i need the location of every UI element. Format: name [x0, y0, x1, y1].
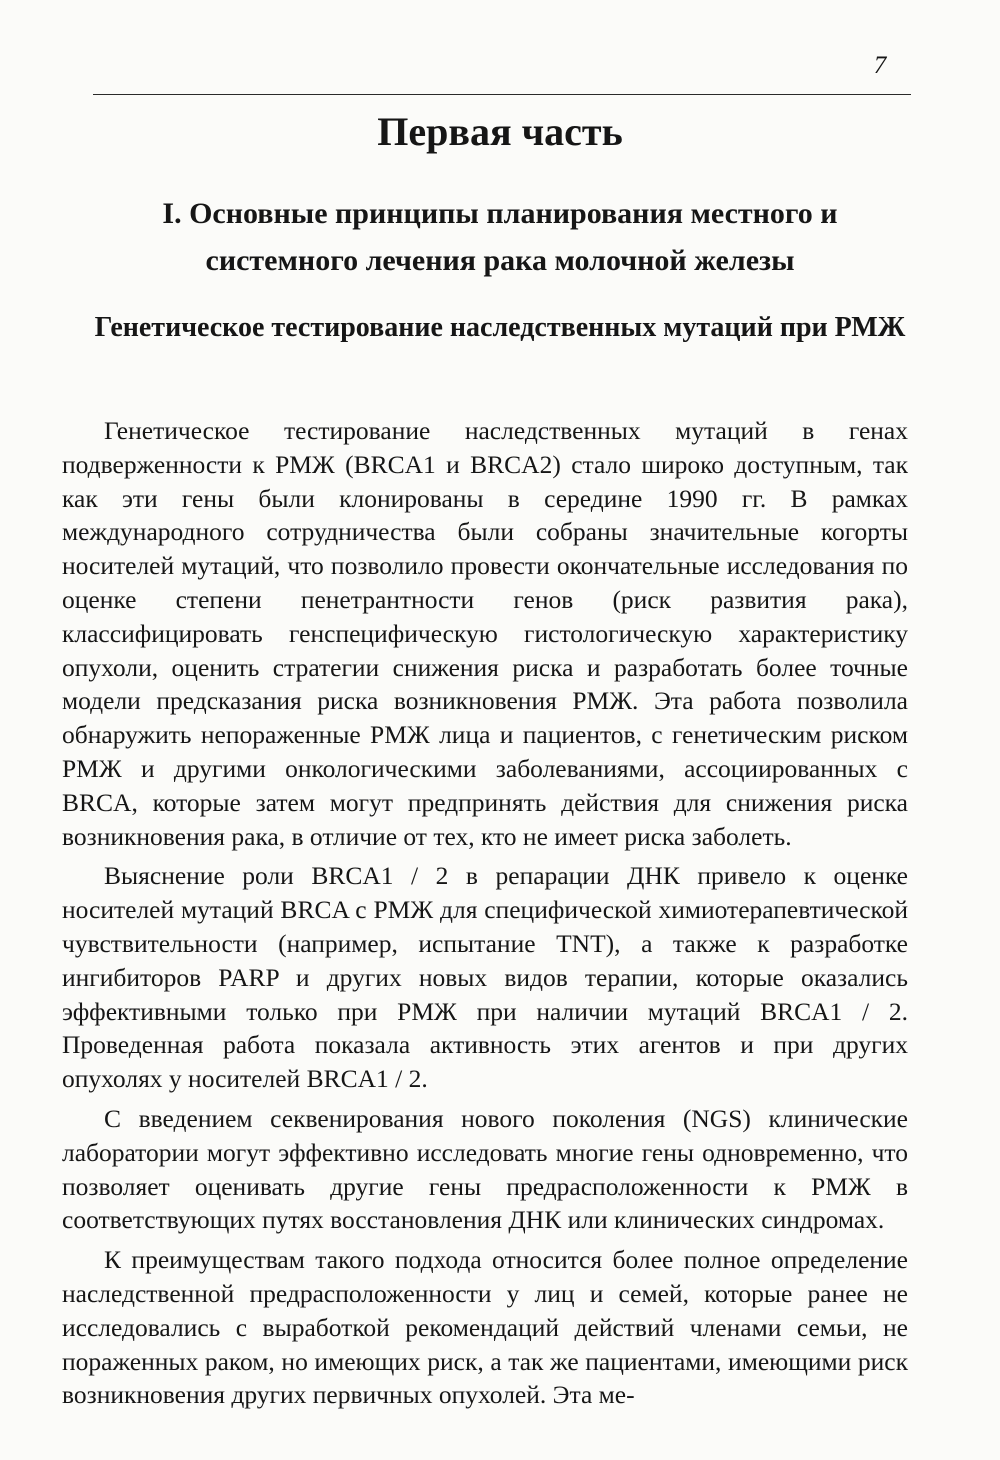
paragraph: Выяснение роли BRCA1 / 2 в репарации ДНК привело к оценке носителей мутаций BRCA с РМЖ для специфической химиотерапевтической чувствительности (например, испытание TNT), а также к разработке ингибиторов PARP и других новых видов терапии, которые оказались эффективными только при РМЖ при наличии мутаций BRCA1 / 2. Проведенная работа показала активность этих агентов и при других опухолях у носителей BRCA1 / 2.	[62, 861, 908, 1094]
paragraph: Генетическое тестирование наследственных мутаций в генах подверженности к РМЖ (BRCA1 и BRCA2) стало широко доступным, так как эти гены были клонированы в середине 1990 гг. В рамках международного сотрудничества были собраны значительные когорты носителей мутаций, что позволило провести окончательные исследования по оценке степени пенетрантности генов (риск развития рака), классифицировать генспецифическую гистологическую характеристику опухоли, оценить стратегии снижения риска и разработать более точные модели предсказания риска возникновения РМЖ. Эта работа позволила обнаружить непораженные РМЖ лица и пациентов, с генетическим риском РМЖ и другими онкологическими заболеваниями, ассоциированных с BRCA, которые затем могут предпринять действия для снижения риска возникновения рака, в отличие от тех, кто не имеет риска заболеть.	[62, 416, 908, 851]
paragraph: К преимуществам такого подхода относится более полное определение наследственной предрасположенности у лиц и семей, которые ранее не исследовались с выработкой рекомендаций действий членами семьи, не пораженных раком, но имеющих риск, а так же пациентами, имеющими риск возникновения других первичных опухолей. Эта ме-	[62, 1245, 908, 1410]
section-title: Генетическое тестирование наследственных мутаций при РМЖ	[94, 312, 906, 343]
part-title: Первая часть	[377, 109, 623, 154]
chapter-title: I. Основные принципы планирования местного и системного лечения рака молочной железы	[162, 197, 838, 277]
header-rule	[93, 94, 911, 95]
paragraph: С введением секвенирования нового поколения (NGS) клинические лаборатории могут эффективно исследовать многие гены одновременно, что позволяет оценивать другие гены предрасположенности к РМЖ в соответствующих путях восстановления ДНК или клинических синдромах.	[62, 1103, 908, 1235]
body-text	[62, 414, 908, 1418]
page-number: 7	[873, 52, 887, 79]
